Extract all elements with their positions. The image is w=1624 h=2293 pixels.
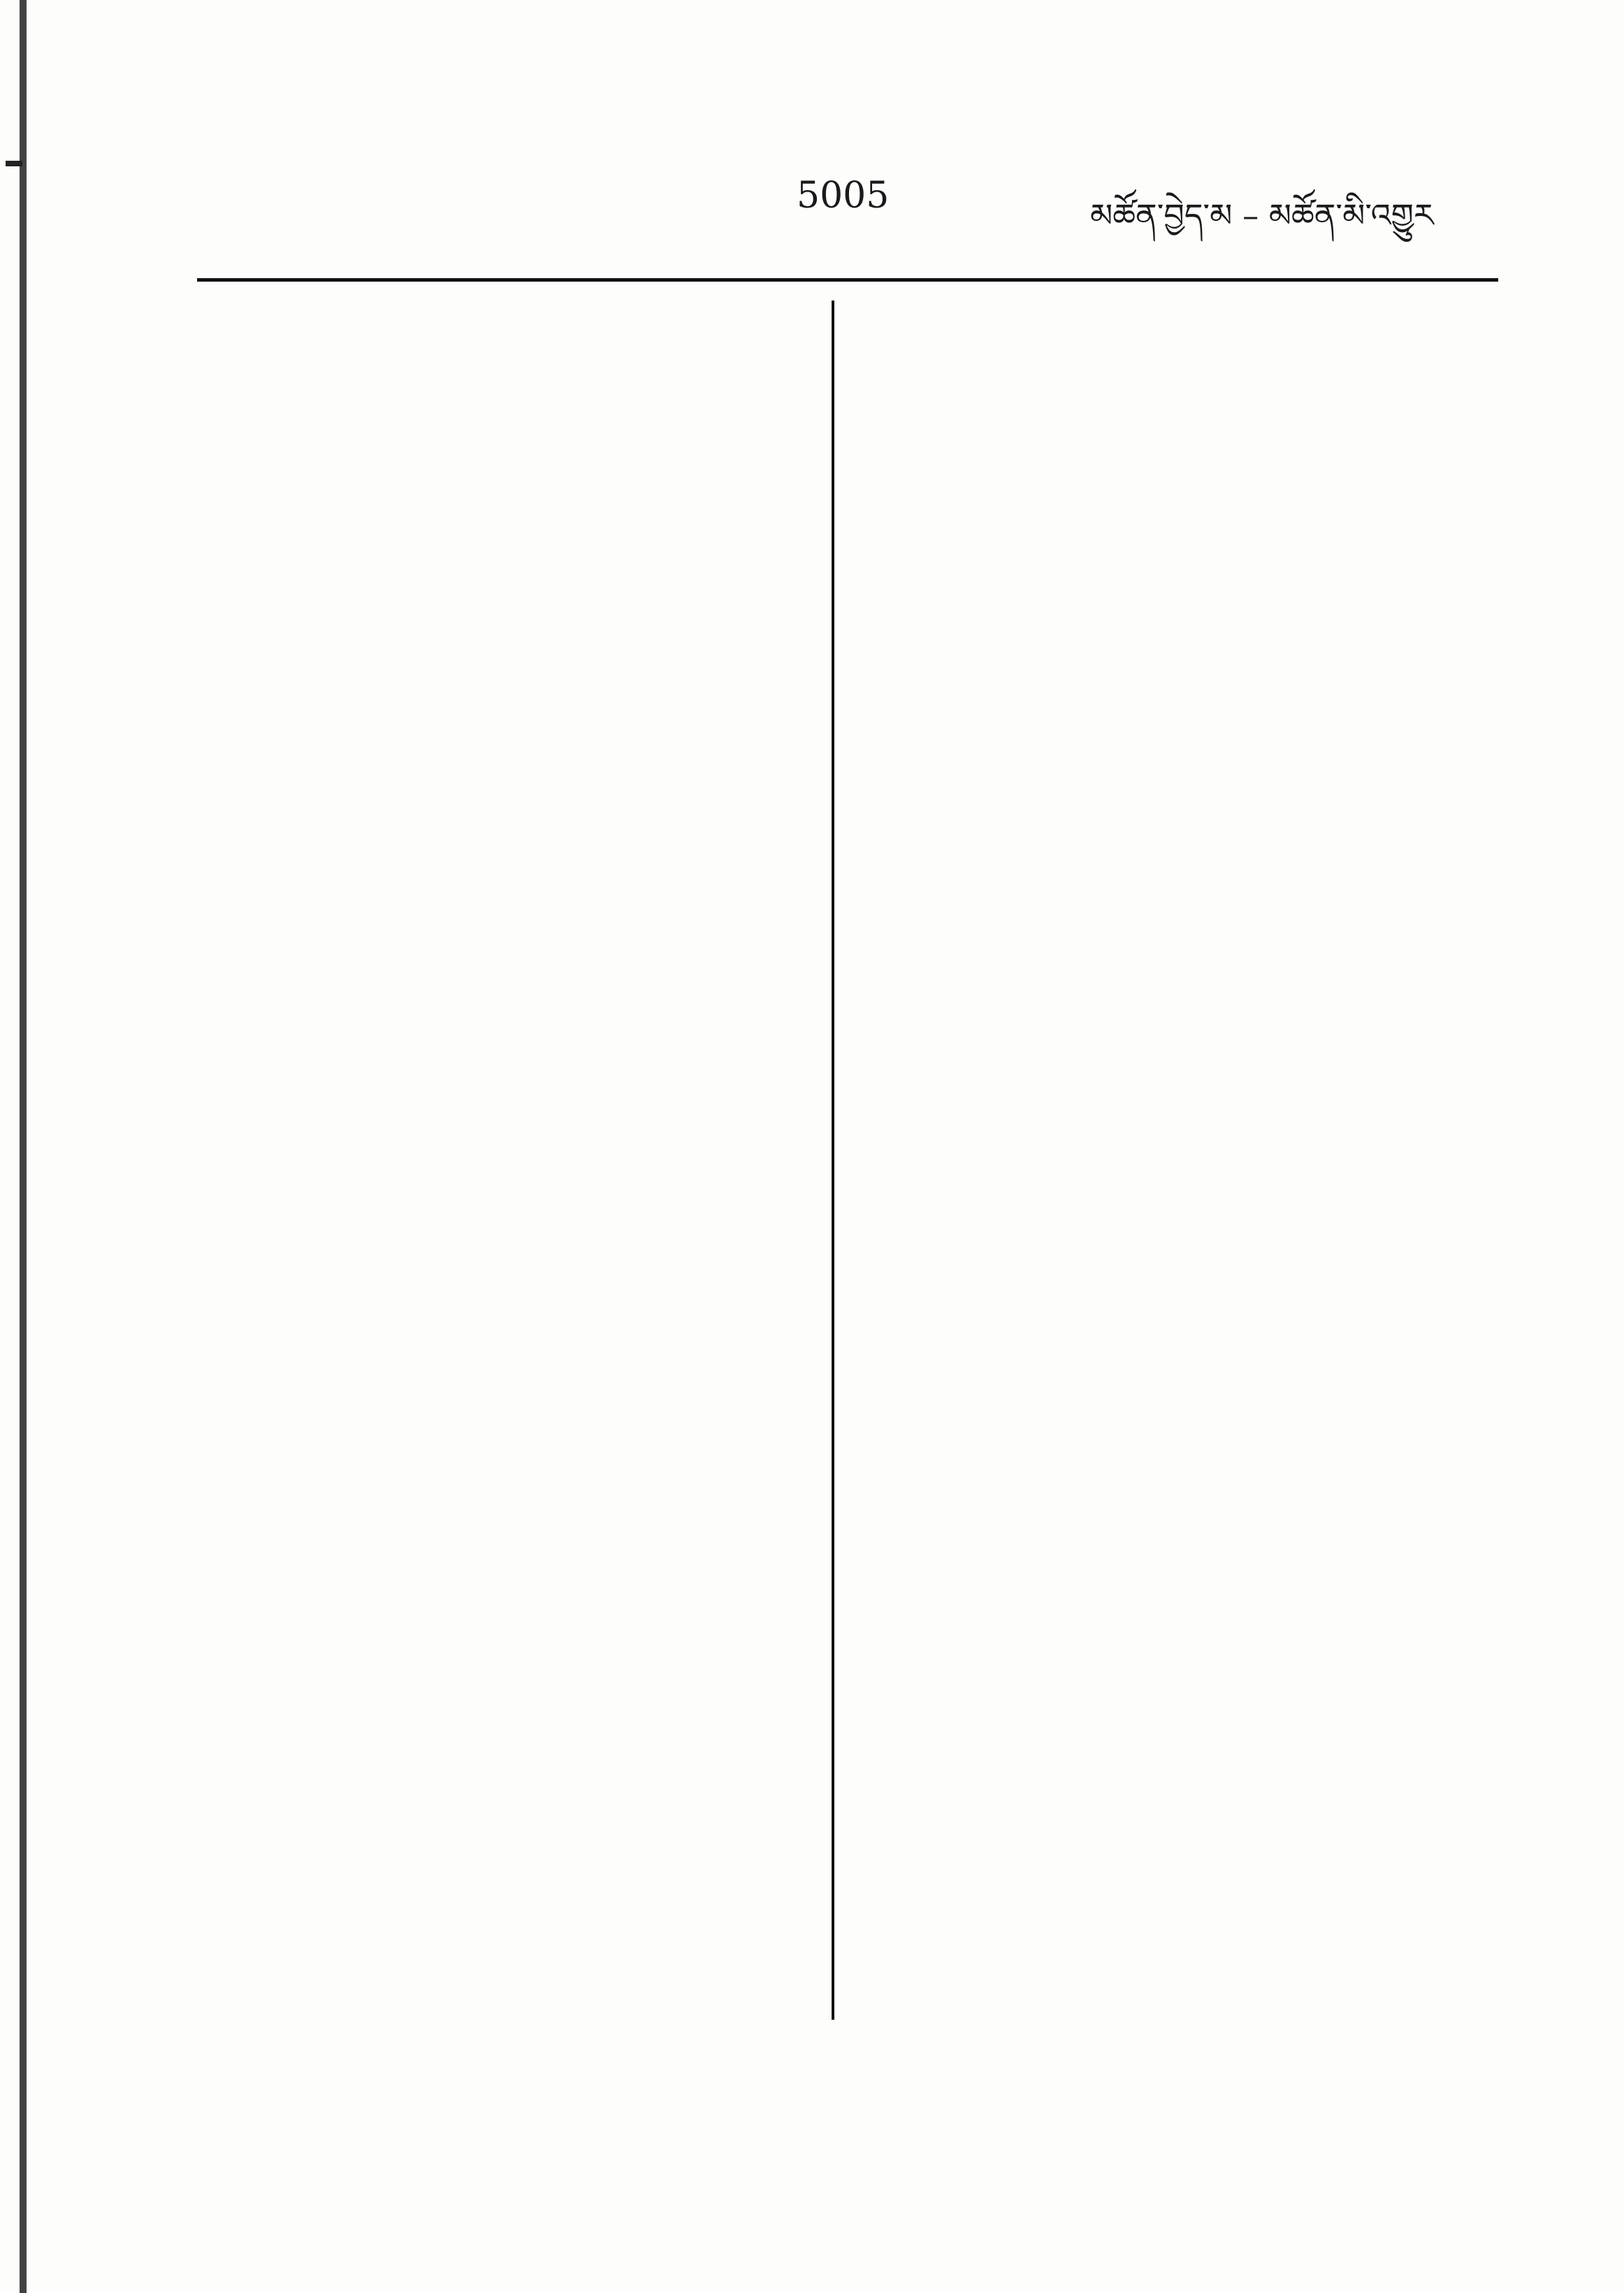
page-number: 5005 [797,175,890,217]
header-rule [197,278,1498,282]
scan-edge-mark [20,0,27,2293]
left-column [210,308,811,2006]
column-divider [832,301,834,2020]
running-head: མཚོན་བྱེད་མ – མཚོན་མི་འགྱུར [1090,196,1434,234]
scan-tick-mark [6,161,22,166]
right-column [856,308,1485,2006]
